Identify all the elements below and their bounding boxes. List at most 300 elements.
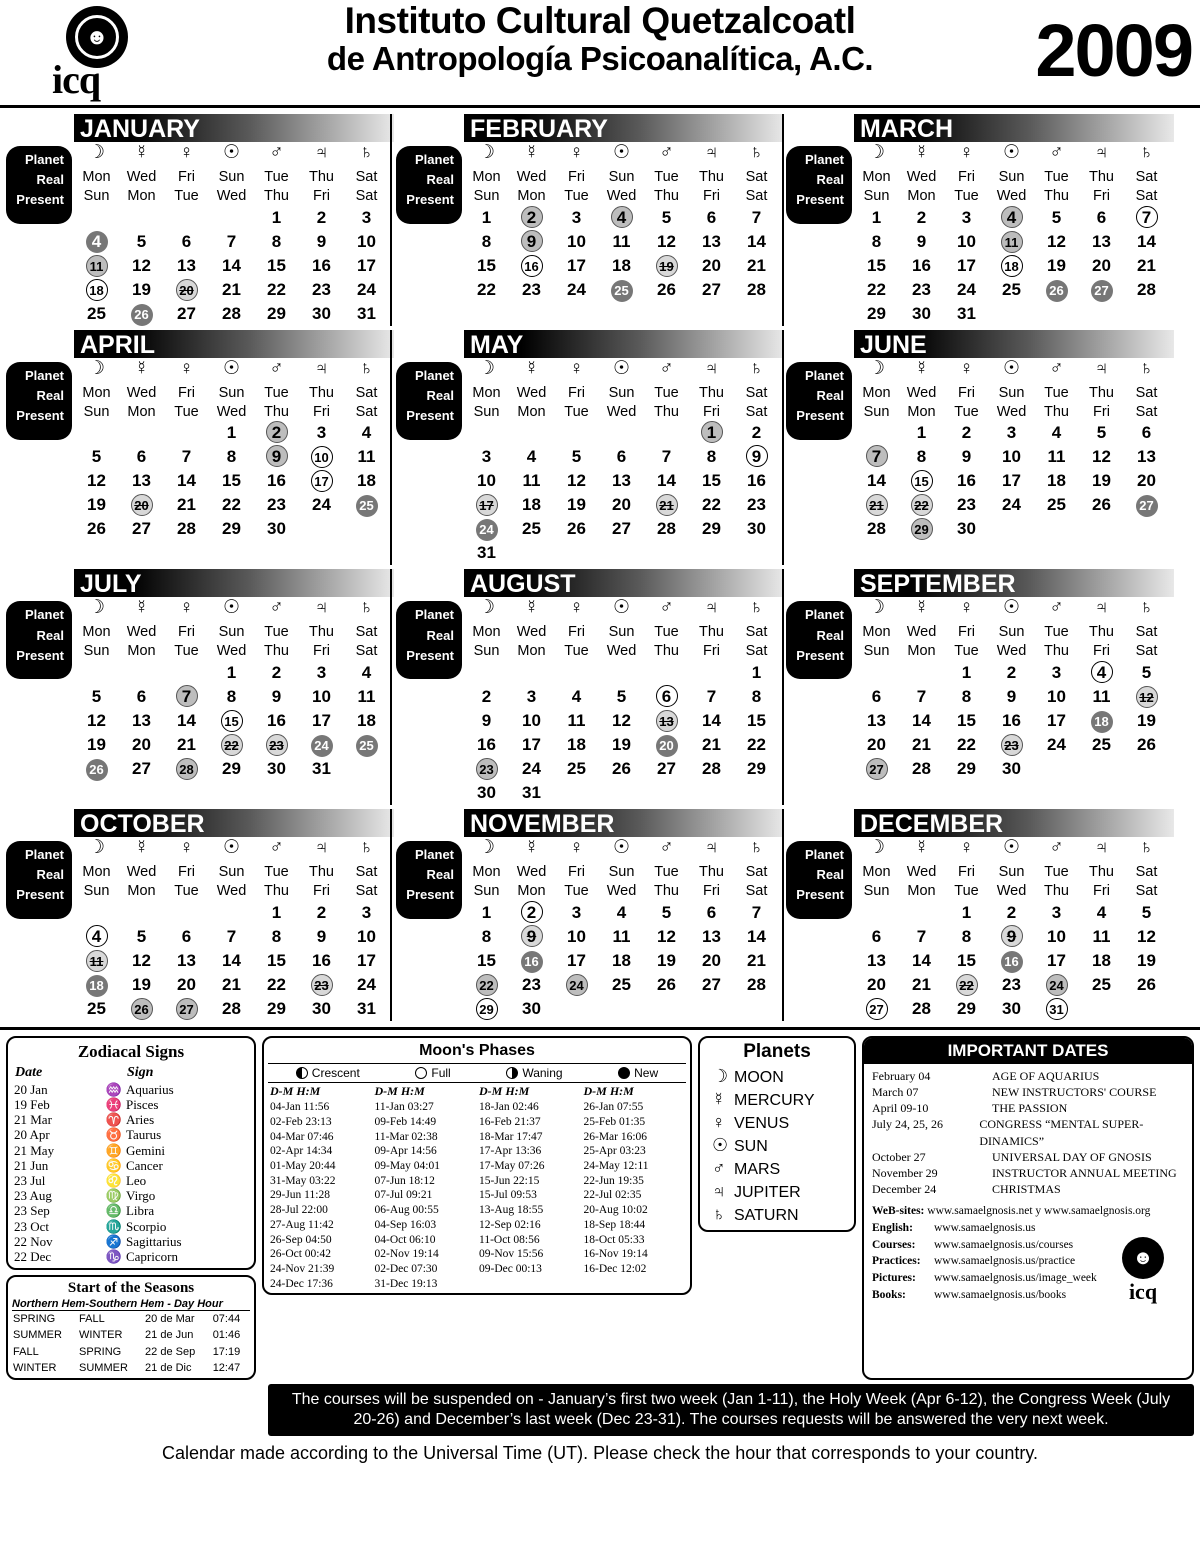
- day-cell[interactable]: [74, 278, 119, 302]
- day-cell[interactable]: 24: [1047, 735, 1066, 755]
- day-cell[interactable]: 21: [1137, 255, 1156, 275]
- day-cell[interactable]: 8: [271, 926, 282, 946]
- day-cell[interactable]: 15: [477, 950, 496, 970]
- day-cell[interactable]: 29: [957, 998, 976, 1018]
- day-cell[interactable]: 5: [91, 687, 102, 707]
- day-cell[interactable]: 17: [567, 950, 586, 970]
- day-cell[interactable]: 5: [571, 447, 582, 467]
- day-cell[interactable]: 8: [226, 447, 237, 467]
- day-cell[interactable]: 3: [1051, 663, 1062, 683]
- day-cell[interactable]: 31: [357, 303, 376, 323]
- day-cell[interactable]: 23: [957, 495, 976, 515]
- day-cell[interactable]: 4: [571, 687, 582, 707]
- day-cell[interactable]: 26: [1137, 735, 1156, 755]
- day-cell[interactable]: 28: [222, 998, 241, 1018]
- day-cell[interactable]: 9: [316, 231, 327, 251]
- day-cell[interactable]: [854, 757, 899, 781]
- day-cell[interactable]: [464, 973, 509, 997]
- day-cell[interactable]: 16: [267, 471, 286, 491]
- day-cell[interactable]: 20: [867, 974, 886, 994]
- day-cell[interactable]: 12: [132, 255, 151, 275]
- day-cell[interactable]: [74, 973, 119, 997]
- day-cell[interactable]: 14: [177, 711, 196, 731]
- day-cell[interactable]: 3: [316, 423, 327, 443]
- day-cell[interactable]: 19: [567, 495, 586, 515]
- day-cell[interactable]: 22: [267, 974, 286, 994]
- day-cell[interactable]: 9: [316, 926, 327, 946]
- day-cell[interactable]: 27: [702, 974, 721, 994]
- day-cell[interactable]: 2: [1006, 663, 1017, 683]
- day-cell[interactable]: 14: [222, 255, 241, 275]
- day-cell[interactable]: 21: [747, 950, 766, 970]
- day-cell[interactable]: 3: [481, 447, 492, 467]
- day-cell[interactable]: 13: [702, 231, 721, 251]
- day-cell[interactable]: 8: [706, 447, 717, 467]
- day-cell[interactable]: 2: [1006, 902, 1017, 922]
- day-cell[interactable]: 1: [226, 663, 237, 683]
- day-cell[interactable]: 30: [957, 519, 976, 539]
- day-cell[interactable]: [989, 925, 1034, 949]
- day-cell[interactable]: 5: [1051, 207, 1062, 227]
- day-cell[interactable]: 2: [271, 663, 282, 683]
- day-cell[interactable]: 3: [526, 687, 537, 707]
- day-cell[interactable]: [899, 517, 944, 541]
- day-cell[interactable]: 11: [612, 231, 631, 251]
- day-cell[interactable]: [509, 206, 554, 230]
- day-cell[interactable]: 18: [357, 711, 376, 731]
- day-cell[interactable]: 29: [222, 519, 241, 539]
- day-cell[interactable]: 3: [316, 663, 327, 683]
- day-cell[interactable]: 28: [1137, 279, 1156, 299]
- day-cell[interactable]: 10: [477, 471, 496, 491]
- day-cell[interactable]: 25: [612, 974, 631, 994]
- day-cell[interactable]: 30: [1002, 759, 1021, 779]
- day-cell[interactable]: [899, 469, 944, 493]
- day-cell[interactable]: 5: [91, 447, 102, 467]
- day-cell[interactable]: [464, 517, 509, 541]
- day-cell[interactable]: 28: [222, 303, 241, 323]
- day-cell[interactable]: 29: [957, 759, 976, 779]
- day-cell[interactable]: 1: [871, 207, 882, 227]
- day-cell[interactable]: 25: [1047, 495, 1066, 515]
- day-cell[interactable]: 19: [132, 279, 151, 299]
- day-cell[interactable]: 11: [522, 471, 541, 491]
- day-cell[interactable]: [344, 733, 389, 757]
- day-cell[interactable]: 21: [177, 735, 196, 755]
- day-cell[interactable]: 29: [702, 519, 721, 539]
- day-cell[interactable]: 30: [477, 783, 496, 803]
- day-cell[interactable]: 16: [747, 471, 766, 491]
- day-cell[interactable]: [644, 685, 689, 709]
- day-cell[interactable]: 10: [357, 231, 376, 251]
- day-cell[interactable]: 5: [1141, 902, 1152, 922]
- day-cell[interactable]: 12: [1092, 447, 1111, 467]
- day-cell[interactable]: 5: [661, 902, 672, 922]
- day-cell[interactable]: 7: [226, 231, 237, 251]
- day-cell[interactable]: 10: [1047, 926, 1066, 946]
- day-cell[interactable]: 10: [1002, 447, 1021, 467]
- day-cell[interactable]: 23: [747, 495, 766, 515]
- day-cell[interactable]: 11: [357, 447, 376, 467]
- day-cell[interactable]: 7: [751, 902, 762, 922]
- day-cell[interactable]: 28: [657, 519, 676, 539]
- day-cell[interactable]: 20: [1137, 471, 1156, 491]
- day-cell[interactable]: 24: [522, 759, 541, 779]
- day-cell[interactable]: 20: [867, 735, 886, 755]
- day-cell[interactable]: 3: [571, 902, 582, 922]
- day-cell[interactable]: 2: [751, 423, 762, 443]
- day-cell[interactable]: 28: [912, 759, 931, 779]
- day-cell[interactable]: 4: [526, 447, 537, 467]
- day-cell[interactable]: 11: [1047, 447, 1066, 467]
- day-cell[interactable]: 17: [522, 735, 541, 755]
- day-cell[interactable]: 27: [177, 303, 196, 323]
- day-cell[interactable]: 12: [1047, 231, 1066, 251]
- day-cell[interactable]: 25: [567, 759, 586, 779]
- day-cell[interactable]: 17: [1047, 711, 1066, 731]
- day-cell[interactable]: 24: [567, 279, 586, 299]
- day-cell[interactable]: 30: [522, 998, 541, 1018]
- day-cell[interactable]: [1124, 493, 1169, 517]
- day-cell[interactable]: [74, 230, 119, 254]
- day-cell[interactable]: [209, 709, 254, 733]
- day-cell[interactable]: 29: [867, 303, 886, 323]
- day-cell[interactable]: [509, 925, 554, 949]
- day-cell[interactable]: [164, 997, 209, 1021]
- day-cell[interactable]: 22: [477, 279, 496, 299]
- day-cell[interactable]: 27: [132, 519, 151, 539]
- day-cell[interactable]: 14: [1137, 231, 1156, 251]
- day-cell[interactable]: [734, 445, 779, 469]
- day-cell[interactable]: 11: [567, 711, 586, 731]
- day-cell[interactable]: 22: [702, 495, 721, 515]
- day-cell[interactable]: 8: [916, 447, 927, 467]
- day-cell[interactable]: [164, 757, 209, 781]
- day-cell[interactable]: 7: [661, 447, 672, 467]
- day-cell[interactable]: 28: [747, 279, 766, 299]
- day-cell[interactable]: [509, 254, 554, 278]
- day-cell[interactable]: [1124, 206, 1169, 230]
- day-cell[interactable]: 8: [871, 231, 882, 251]
- day-cell[interactable]: [119, 997, 164, 1021]
- day-cell[interactable]: 17: [357, 255, 376, 275]
- day-cell[interactable]: 31: [522, 783, 541, 803]
- day-cell[interactable]: [599, 206, 644, 230]
- day-cell[interactable]: 19: [1137, 950, 1156, 970]
- day-cell[interactable]: [1124, 685, 1169, 709]
- day-cell[interactable]: [119, 493, 164, 517]
- day-cell[interactable]: 9: [1006, 687, 1017, 707]
- day-cell[interactable]: 23: [267, 495, 286, 515]
- day-cell[interactable]: 26: [1137, 974, 1156, 994]
- day-cell[interactable]: 15: [702, 471, 721, 491]
- day-cell[interactable]: 20: [132, 735, 151, 755]
- day-cell[interactable]: [254, 733, 299, 757]
- day-cell[interactable]: 3: [571, 207, 582, 227]
- day-cell[interactable]: 26: [657, 279, 676, 299]
- day-cell[interactable]: 4: [616, 902, 627, 922]
- day-cell[interactable]: 2: [481, 687, 492, 707]
- day-cell[interactable]: 8: [751, 687, 762, 707]
- day-cell[interactable]: 12: [87, 471, 106, 491]
- day-cell[interactable]: 30: [747, 519, 766, 539]
- day-cell[interactable]: 8: [271, 231, 282, 251]
- day-cell[interactable]: 24: [357, 279, 376, 299]
- day-cell[interactable]: 18: [522, 495, 541, 515]
- day-cell[interactable]: [644, 733, 689, 757]
- day-cell[interactable]: 26: [657, 974, 676, 994]
- day-cell[interactable]: 29: [747, 759, 766, 779]
- day-cell[interactable]: 15: [867, 255, 886, 275]
- day-cell[interactable]: 24: [1002, 495, 1021, 515]
- day-cell[interactable]: 9: [271, 687, 282, 707]
- websites-value[interactable]: www.samaelgnosis.net y www.samaelgnosis.org: [927, 1205, 1151, 1218]
- day-cell[interactable]: [74, 254, 119, 278]
- day-cell[interactable]: [74, 949, 119, 973]
- day-cell[interactable]: 18: [357, 471, 376, 491]
- day-cell[interactable]: 25: [522, 519, 541, 539]
- day-cell[interactable]: [344, 493, 389, 517]
- day-cell[interactable]: [299, 469, 344, 493]
- day-cell[interactable]: 5: [661, 207, 672, 227]
- day-cell[interactable]: 28: [867, 519, 886, 539]
- day-cell[interactable]: 8: [961, 926, 972, 946]
- day-cell[interactable]: 11: [1092, 926, 1111, 946]
- day-cell[interactable]: 10: [1047, 687, 1066, 707]
- day-cell[interactable]: 10: [957, 231, 976, 251]
- day-cell[interactable]: 5: [616, 687, 627, 707]
- day-cell[interactable]: 13: [867, 711, 886, 731]
- day-cell[interactable]: 6: [136, 687, 147, 707]
- day-cell[interactable]: 14: [222, 950, 241, 970]
- day-cell[interactable]: 31: [957, 303, 976, 323]
- day-cell[interactable]: 12: [132, 950, 151, 970]
- day-cell[interactable]: 18: [1092, 950, 1111, 970]
- day-cell[interactable]: 17: [1002, 471, 1021, 491]
- day-cell[interactable]: 21: [912, 974, 931, 994]
- day-cell[interactable]: 29: [267, 998, 286, 1018]
- day-cell[interactable]: [1079, 709, 1124, 733]
- day-cell[interactable]: 15: [477, 255, 496, 275]
- day-cell[interactable]: 24: [357, 974, 376, 994]
- day-cell[interactable]: 6: [136, 447, 147, 467]
- day-cell[interactable]: [1034, 997, 1079, 1021]
- day-cell[interactable]: 18: [1047, 471, 1066, 491]
- day-cell[interactable]: 31: [477, 543, 496, 563]
- day-cell[interactable]: [854, 493, 899, 517]
- day-cell[interactable]: [854, 997, 899, 1021]
- day-cell[interactable]: 18: [612, 950, 631, 970]
- day-cell[interactable]: 20: [177, 974, 196, 994]
- day-cell[interactable]: 21: [177, 495, 196, 515]
- day-cell[interactable]: [299, 445, 344, 469]
- day-cell[interactable]: 29: [222, 759, 241, 779]
- day-cell[interactable]: 6: [706, 902, 717, 922]
- day-cell[interactable]: [299, 973, 344, 997]
- day-cell[interactable]: [299, 733, 344, 757]
- day-cell[interactable]: [989, 733, 1034, 757]
- day-cell[interactable]: 19: [612, 735, 631, 755]
- day-cell[interactable]: 26: [567, 519, 586, 539]
- day-cell[interactable]: 13: [702, 926, 721, 946]
- day-cell[interactable]: 17: [567, 255, 586, 275]
- day-cell[interactable]: 10: [567, 231, 586, 251]
- day-cell[interactable]: [209, 733, 254, 757]
- day-cell[interactable]: [74, 757, 119, 781]
- day-cell[interactable]: 6: [1141, 423, 1152, 443]
- day-cell[interactable]: 5: [136, 926, 147, 946]
- day-cell[interactable]: 7: [181, 447, 192, 467]
- day-cell[interactable]: [899, 493, 944, 517]
- day-cell[interactable]: 21: [222, 974, 241, 994]
- day-cell[interactable]: 16: [1002, 711, 1021, 731]
- website-url[interactable]: www.samaelgnosis.us: [934, 1221, 1036, 1234]
- day-cell[interactable]: 31: [357, 998, 376, 1018]
- day-cell[interactable]: 12: [87, 711, 106, 731]
- day-cell[interactable]: 14: [747, 231, 766, 251]
- day-cell[interactable]: 25: [1002, 279, 1021, 299]
- day-cell[interactable]: [164, 278, 209, 302]
- day-cell[interactable]: [1079, 278, 1124, 302]
- day-cell[interactable]: 31: [312, 759, 331, 779]
- day-cell[interactable]: 14: [912, 950, 931, 970]
- day-cell[interactable]: 11: [1092, 687, 1111, 707]
- day-cell[interactable]: 16: [477, 735, 496, 755]
- day-cell[interactable]: 3: [1051, 902, 1062, 922]
- day-cell[interactable]: 9: [481, 711, 492, 731]
- day-cell[interactable]: 15: [267, 950, 286, 970]
- day-cell[interactable]: 14: [747, 926, 766, 946]
- day-cell[interactable]: 8: [961, 687, 972, 707]
- day-cell[interactable]: 19: [87, 495, 106, 515]
- day-cell[interactable]: 16: [267, 711, 286, 731]
- day-cell[interactable]: 5: [1096, 423, 1107, 443]
- day-cell[interactable]: 6: [871, 687, 882, 707]
- day-cell[interactable]: 20: [702, 950, 721, 970]
- day-cell[interactable]: 15: [747, 711, 766, 731]
- day-cell[interactable]: 2: [916, 207, 927, 227]
- day-cell[interactable]: 6: [1096, 207, 1107, 227]
- day-cell[interactable]: [1079, 661, 1124, 685]
- day-cell[interactable]: [509, 901, 554, 925]
- day-cell[interactable]: 13: [132, 471, 151, 491]
- day-cell[interactable]: 22: [267, 279, 286, 299]
- day-cell[interactable]: 26: [87, 519, 106, 539]
- day-cell[interactable]: [74, 925, 119, 949]
- day-cell[interactable]: 4: [1096, 902, 1107, 922]
- day-cell[interactable]: 14: [912, 711, 931, 731]
- day-cell[interactable]: 27: [132, 759, 151, 779]
- day-cell[interactable]: 7: [751, 207, 762, 227]
- day-cell[interactable]: 15: [222, 471, 241, 491]
- day-cell[interactable]: 19: [1047, 255, 1066, 275]
- day-cell[interactable]: 5: [1141, 663, 1152, 683]
- day-cell[interactable]: [989, 949, 1034, 973]
- day-cell[interactable]: 27: [657, 759, 676, 779]
- day-cell[interactable]: 30: [912, 303, 931, 323]
- day-cell[interactable]: [464, 493, 509, 517]
- day-cell[interactable]: [644, 709, 689, 733]
- day-cell[interactable]: 17: [1047, 950, 1066, 970]
- day-cell[interactable]: 23: [312, 279, 331, 299]
- day-cell[interactable]: 1: [226, 423, 237, 443]
- day-cell[interactable]: 20: [1092, 255, 1111, 275]
- day-cell[interactable]: 26: [612, 759, 631, 779]
- day-cell[interactable]: 25: [87, 303, 106, 323]
- day-cell[interactable]: 19: [87, 735, 106, 755]
- day-cell[interactable]: 30: [267, 759, 286, 779]
- day-cell[interactable]: [989, 206, 1034, 230]
- day-cell[interactable]: 8: [226, 687, 237, 707]
- day-cell[interactable]: [509, 230, 554, 254]
- day-cell[interactable]: 16: [957, 471, 976, 491]
- website-url[interactable]: www.samaelgnosis.us/courses: [934, 1238, 1074, 1251]
- day-cell[interactable]: 16: [312, 950, 331, 970]
- day-cell[interactable]: 2: [316, 207, 327, 227]
- day-cell[interactable]: 19: [1092, 471, 1111, 491]
- website-url[interactable]: www.samaelgnosis.us/books: [934, 1288, 1067, 1301]
- day-cell[interactable]: 8: [481, 231, 492, 251]
- day-cell[interactable]: 25: [1092, 735, 1111, 755]
- day-cell[interactable]: 15: [267, 255, 286, 275]
- day-cell[interactable]: 14: [177, 471, 196, 491]
- day-cell[interactable]: 9: [916, 231, 927, 251]
- day-cell[interactable]: 5: [136, 231, 147, 251]
- day-cell[interactable]: [689, 421, 734, 445]
- day-cell[interactable]: 10: [522, 711, 541, 731]
- day-cell[interactable]: 19: [132, 974, 151, 994]
- day-cell[interactable]: 3: [361, 902, 372, 922]
- day-cell[interactable]: 12: [657, 926, 676, 946]
- day-cell[interactable]: 30: [312, 303, 331, 323]
- day-cell[interactable]: 21: [702, 735, 721, 755]
- day-cell[interactable]: 21: [222, 279, 241, 299]
- day-cell[interactable]: 4: [1051, 423, 1062, 443]
- day-cell[interactable]: 1: [271, 207, 282, 227]
- day-cell[interactable]: 14: [867, 471, 886, 491]
- day-cell[interactable]: 23: [912, 279, 931, 299]
- day-cell[interactable]: 6: [871, 926, 882, 946]
- day-cell[interactable]: 26: [1092, 495, 1111, 515]
- day-cell[interactable]: 24: [957, 279, 976, 299]
- day-cell[interactable]: 10: [312, 687, 331, 707]
- day-cell[interactable]: 22: [747, 735, 766, 755]
- day-cell[interactable]: 11: [357, 687, 376, 707]
- day-cell[interactable]: [1034, 278, 1079, 302]
- day-cell[interactable]: [944, 973, 989, 997]
- day-cell[interactable]: 6: [181, 926, 192, 946]
- day-cell[interactable]: 1: [916, 423, 927, 443]
- day-cell[interactable]: 15: [957, 711, 976, 731]
- day-cell[interactable]: 3: [361, 207, 372, 227]
- day-cell[interactable]: 16: [312, 255, 331, 275]
- day-cell[interactable]: 30: [312, 998, 331, 1018]
- day-cell[interactable]: [509, 949, 554, 973]
- day-cell[interactable]: 29: [267, 303, 286, 323]
- day-cell[interactable]: 17: [957, 255, 976, 275]
- website-url[interactable]: www.samaelgnosis.us/practice: [934, 1255, 1076, 1268]
- day-cell[interactable]: [644, 493, 689, 517]
- day-cell[interactable]: 7: [226, 926, 237, 946]
- day-cell[interactable]: [644, 254, 689, 278]
- day-cell[interactable]: 19: [657, 950, 676, 970]
- day-cell[interactable]: [554, 973, 599, 997]
- day-cell[interactable]: 12: [612, 711, 631, 731]
- day-cell[interactable]: 14: [657, 471, 676, 491]
- day-cell[interactable]: 1: [481, 902, 492, 922]
- day-cell[interactable]: 12: [657, 231, 676, 251]
- day-cell[interactable]: 15: [957, 950, 976, 970]
